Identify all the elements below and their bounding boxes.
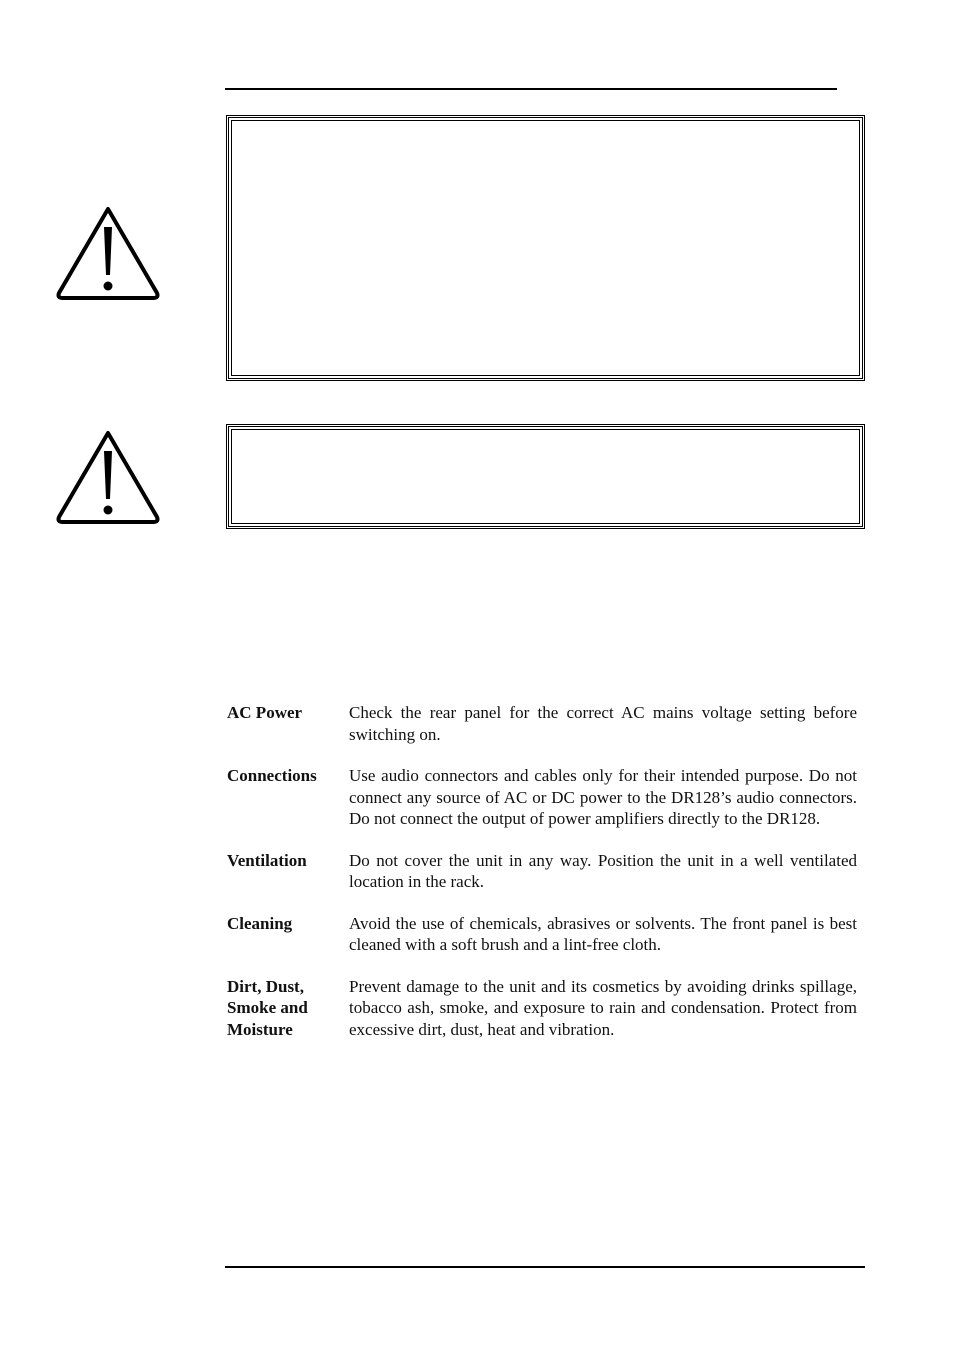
precaution-ac-power bbox=[227, 702, 857, 745]
precaution-term: Ventilation bbox=[227, 850, 307, 870]
caution-box bbox=[226, 424, 865, 529]
precaution-text: Prevent damage to the unit and its cosmetics by avoiding drinks spillage, tobacco ash, smoke, and exposure to rain and condensation. Protect from excessive dirt, dust, heat and vibration. bbox=[349, 976, 857, 1039]
footer-rule bbox=[225, 1266, 865, 1268]
precaution-text: Check the rear panel for the correct AC mains voltage setting before switching on. bbox=[349, 703, 857, 744]
precaution-term: Connections bbox=[227, 766, 317, 785]
precaution-cleaning bbox=[227, 913, 857, 956]
precaution-text: Do not cover the unit in any way. Position the unit in a well ventilated location in the rack. bbox=[349, 850, 857, 891]
precaution-ventilation bbox=[227, 850, 857, 893]
precaution-text: Avoid the use of chemicals, abrasives or solvents. The front panel is best cleaned with a soft brush and a lint-free cloth. bbox=[349, 913, 857, 954]
precaution-term: Dirt, Dust, Smoke and Moisture bbox=[227, 976, 308, 1039]
precaution-term: AC Power bbox=[227, 703, 303, 722]
warning-triangle-icon bbox=[55, 205, 161, 301]
precaution-dirt-dust-smoke-moisture bbox=[227, 976, 857, 1041]
precaution-text: Use audio connectors and cables only for their intended purpose. Do not connect any source of AC or DC power to the DR128’s audio connectors. Do not connect the output of power amplifiers directly to the DR128. bbox=[349, 766, 857, 828]
header-rule bbox=[225, 88, 837, 90]
precaution-connections bbox=[227, 765, 857, 830]
warning-triangle-icon bbox=[55, 429, 161, 525]
warning-box bbox=[226, 115, 865, 381]
precautions-list bbox=[227, 702, 857, 1060]
precaution-term: Cleaning bbox=[227, 913, 293, 933]
